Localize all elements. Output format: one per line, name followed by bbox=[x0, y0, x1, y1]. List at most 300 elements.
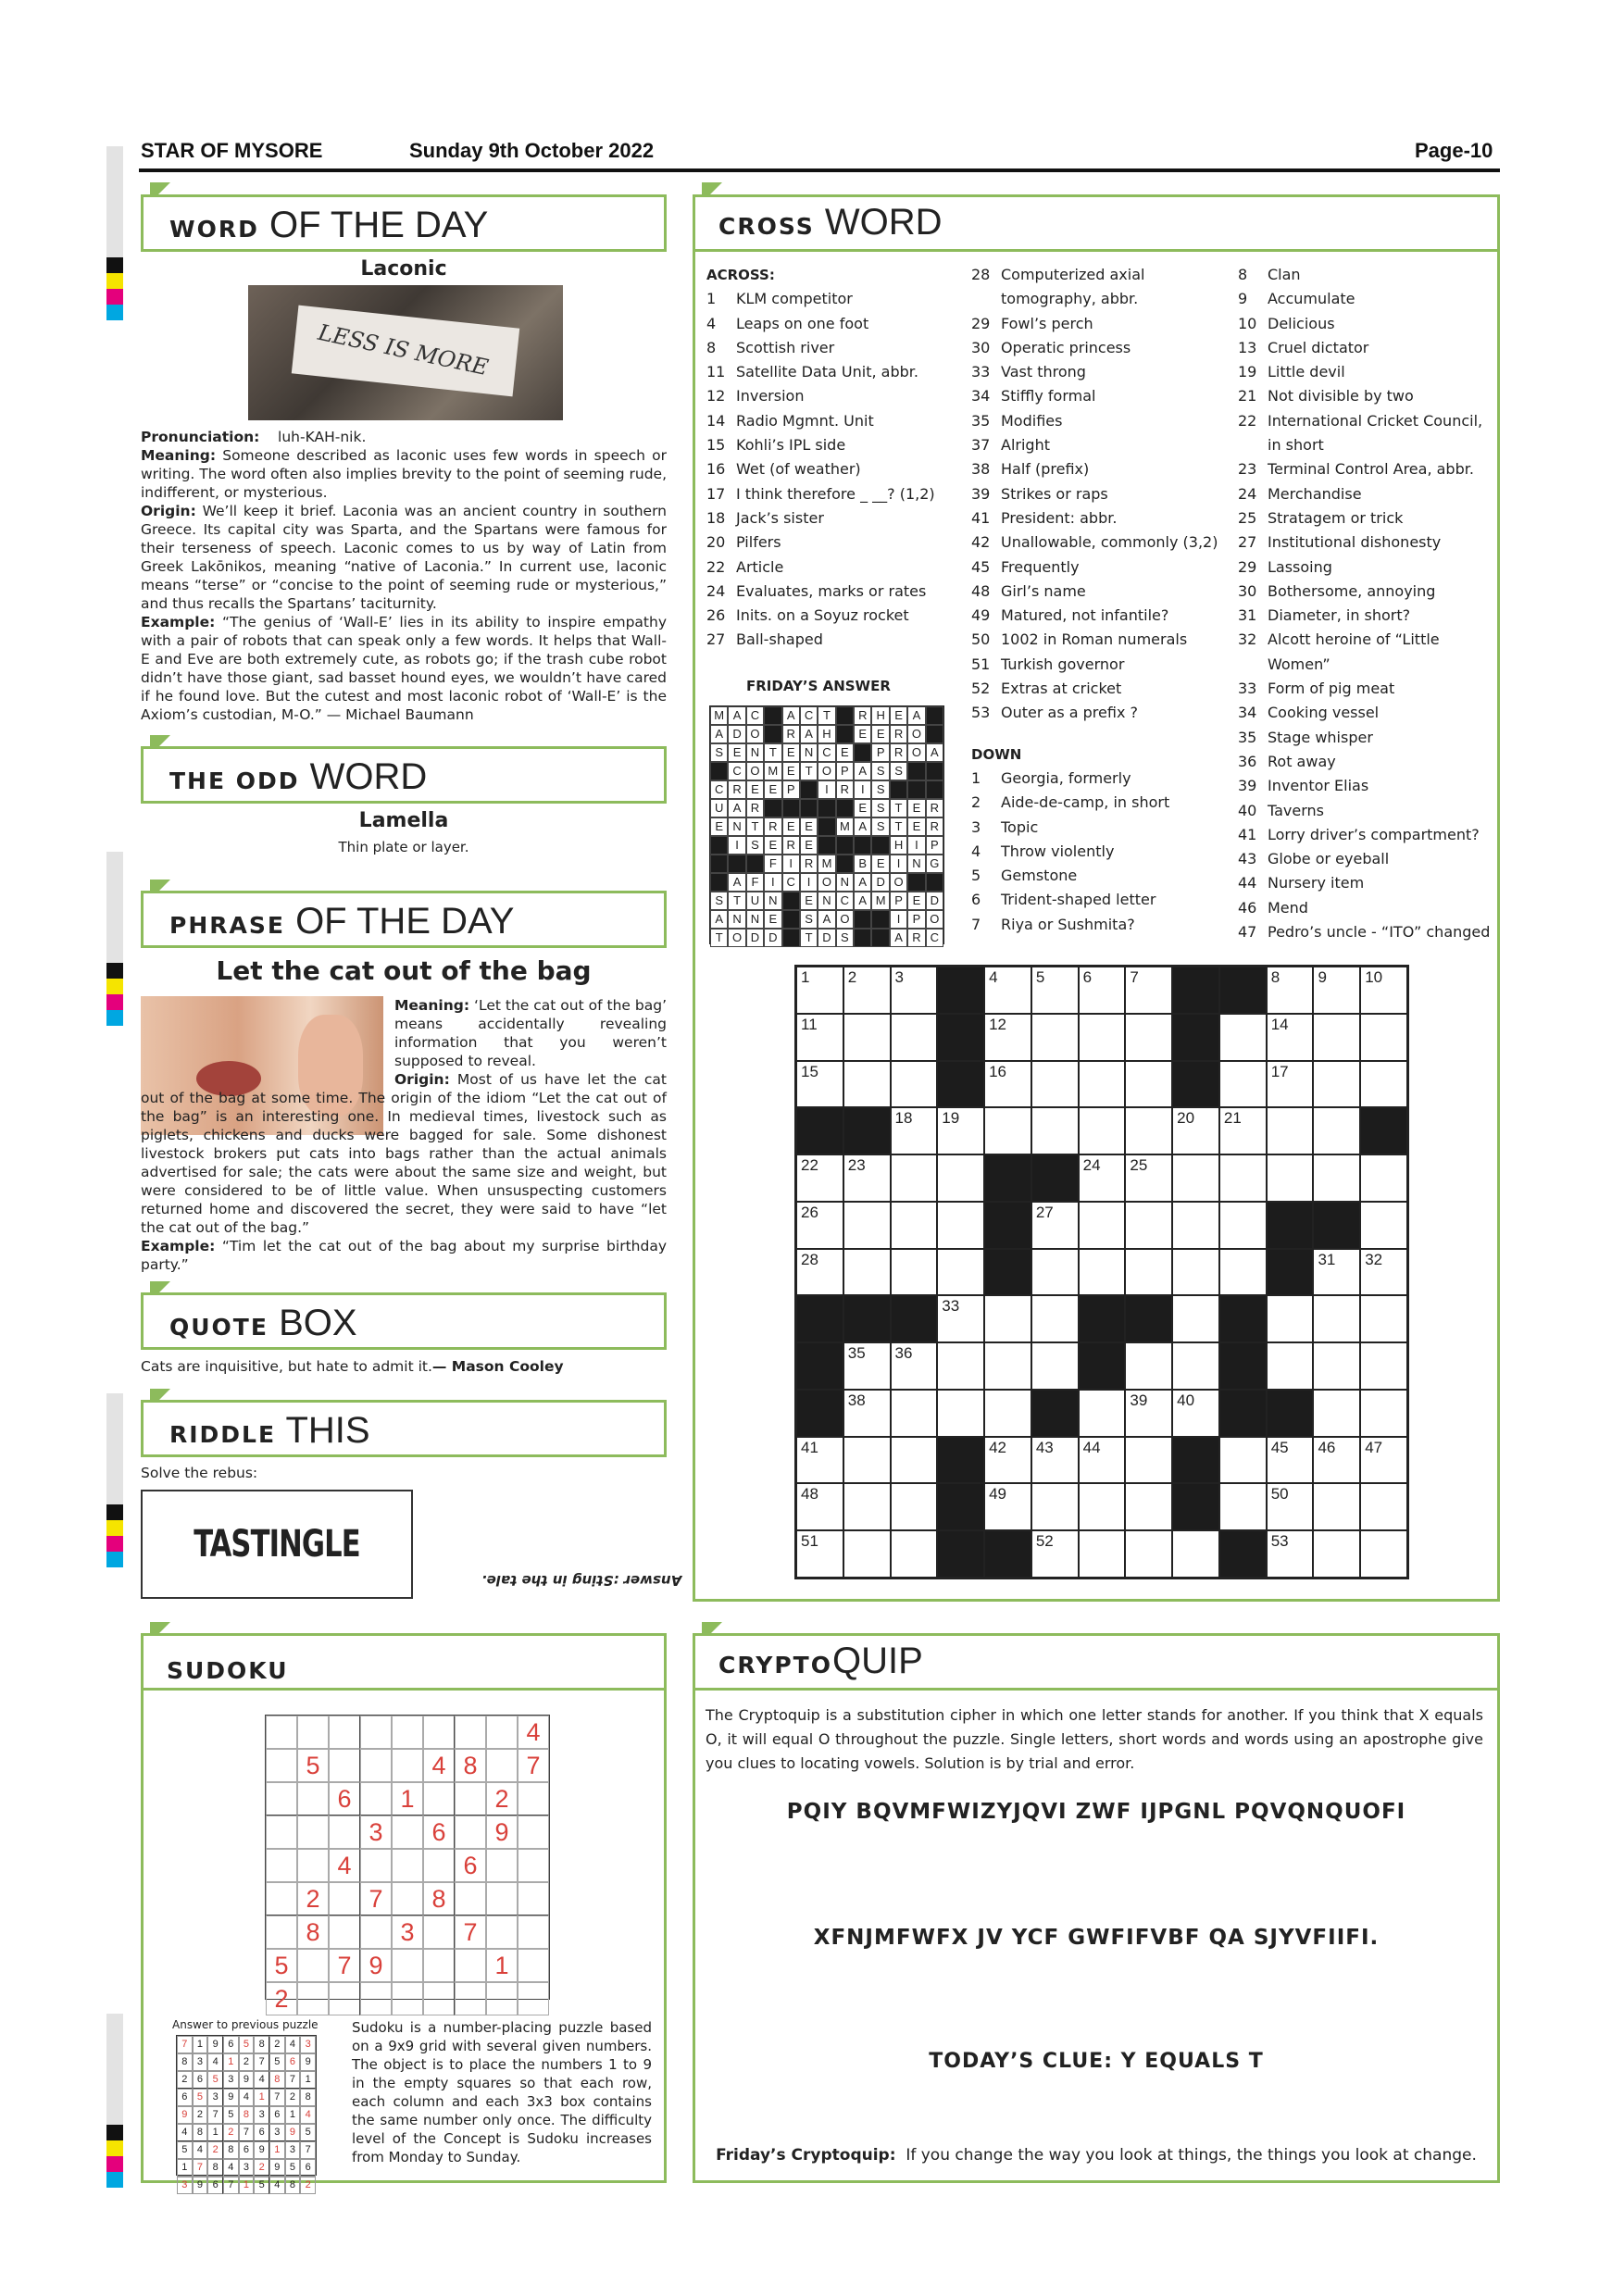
title-small: QUOTE bbox=[169, 1314, 269, 1341]
crossword-cell[interactable] bbox=[984, 1014, 1031, 1061]
sudoku-cell[interactable] bbox=[518, 1849, 549, 1882]
prev-sudoku-cell: 6 bbox=[269, 2106, 285, 2124]
answer-cell: A bbox=[890, 929, 907, 947]
answer-cell: N bbox=[764, 892, 781, 910]
cipher-line-2: XFNJMFWFX JV YCF GWFIFVBF QA SJYVFIIFI. bbox=[813, 1926, 1380, 1950]
sudoku-cell[interactable]: 5 bbox=[297, 1749, 329, 1782]
crossword-cell[interactable] bbox=[1267, 1342, 1314, 1390]
crossword-cell[interactable] bbox=[937, 1390, 984, 1437]
sudoku-cell[interactable]: 9 bbox=[486, 1816, 518, 1849]
black-square bbox=[891, 1295, 938, 1342]
sudoku-description: Sudoku is a number-placing puzzle based on a 9x9 grid with several given numbers. The object is to place the numbers 1 to 9 in the empty squares so that each row, each column and each 3x3 box contains the same number only once. The difficulty level of the Concept is Sudoku increases from Monday to Sunday. bbox=[352, 2019, 652, 2165]
sudoku-cell[interactable] bbox=[360, 1749, 392, 1782]
crossword-cell[interactable] bbox=[843, 1342, 891, 1390]
crossword-cell[interactable] bbox=[1079, 1390, 1126, 1437]
crossword-cell[interactable] bbox=[891, 1483, 938, 1530]
answer-cell: T bbox=[728, 892, 745, 910]
sudoku-cell[interactable] bbox=[266, 1816, 297, 1849]
prev-sudoku-cell: 3 bbox=[300, 2036, 316, 2053]
crossword-cell[interactable] bbox=[1125, 1061, 1172, 1108]
sudoku-cell[interactable] bbox=[266, 1849, 297, 1882]
sudoku-cell[interactable] bbox=[360, 1782, 392, 1816]
crossword-cell[interactable] bbox=[1360, 1014, 1407, 1061]
crossword-cell[interactable] bbox=[796, 967, 843, 1014]
prev-sudoku-cell: 3 bbox=[269, 2124, 285, 2141]
sudoku-cell[interactable] bbox=[392, 1982, 423, 2015]
sudoku-cell[interactable] bbox=[392, 1882, 423, 1915]
prev-sudoku-cell: 8 bbox=[223, 2141, 239, 2159]
answer-cell: H bbox=[871, 706, 889, 725]
margin-bar bbox=[106, 1393, 123, 1504]
crossword-cell[interactable] bbox=[1079, 1061, 1126, 1108]
clue-text: Nursery item bbox=[1268, 874, 1365, 892]
cell-number: 11 bbox=[801, 1015, 818, 1033]
clue-text: Article bbox=[736, 557, 784, 576]
answer-cell: A bbox=[907, 706, 925, 725]
sudoku-cell[interactable] bbox=[297, 1782, 329, 1816]
crossword-cell[interactable] bbox=[984, 1107, 1031, 1154]
clue-text: Globe or eyeball bbox=[1268, 850, 1390, 868]
sudoku-cell[interactable] bbox=[486, 1982, 518, 2015]
sudoku-cell[interactable]: 1 bbox=[486, 1949, 518, 1982]
crossword-cell[interactable] bbox=[891, 1061, 938, 1108]
crossword-cell[interactable] bbox=[1079, 1107, 1126, 1154]
crossword-cell[interactable] bbox=[1267, 1154, 1314, 1202]
sudoku-cell[interactable] bbox=[266, 1716, 297, 1749]
clue-number: 3 bbox=[971, 817, 981, 836]
crossword-cell[interactable] bbox=[1125, 1249, 1172, 1296]
crossword-cell[interactable] bbox=[1172, 1107, 1219, 1154]
answer-cell: A bbox=[854, 817, 871, 836]
cell-number: 39 bbox=[1130, 1391, 1148, 1409]
sudoku-cell[interactable] bbox=[297, 1849, 329, 1882]
sudoku-cell[interactable]: 4 bbox=[423, 1749, 455, 1782]
sudoku-cell[interactable] bbox=[486, 1749, 518, 1782]
crossword-cell[interactable] bbox=[1031, 1061, 1079, 1108]
crossword-cell[interactable] bbox=[1360, 1483, 1407, 1530]
crossword-cell[interactable] bbox=[1360, 1437, 1407, 1484]
crossword-cell[interactable] bbox=[891, 1107, 938, 1154]
clue-number: 10 bbox=[1238, 314, 1257, 332]
crossword-cell[interactable] bbox=[891, 1202, 938, 1249]
sudoku-cell[interactable] bbox=[297, 1716, 329, 1749]
cell-number: 17 bbox=[1270, 1062, 1289, 1080]
crossword-cell[interactable] bbox=[984, 1342, 1031, 1390]
sudoku-cell[interactable]: 5 bbox=[266, 1949, 297, 1982]
answer-cell: O bbox=[818, 762, 835, 780]
crossword-cell[interactable] bbox=[1031, 1530, 1079, 1578]
crossword-cell[interactable] bbox=[796, 1249, 843, 1296]
crossword-cell[interactable] bbox=[1360, 1061, 1407, 1108]
sudoku-cell[interactable] bbox=[455, 1949, 486, 1982]
sudoku-cell[interactable] bbox=[455, 1982, 486, 2015]
crossword-cell[interactable] bbox=[843, 1530, 891, 1578]
crossword-cell[interactable] bbox=[1313, 1530, 1360, 1578]
sudoku-cell[interactable] bbox=[266, 1882, 297, 1915]
answer-cell: R bbox=[764, 817, 781, 836]
crossword-cell[interactable] bbox=[1031, 1202, 1079, 1249]
crossword-cell[interactable] bbox=[891, 1154, 938, 1202]
sudoku-cell[interactable] bbox=[392, 1716, 423, 1749]
crossword-cell[interactable] bbox=[891, 1014, 938, 1061]
sudoku-cell[interactable]: 3 bbox=[360, 1816, 392, 1849]
crossword-cell[interactable] bbox=[843, 967, 891, 1014]
crossword-cell[interactable] bbox=[1172, 1295, 1219, 1342]
crossword-cell[interactable] bbox=[891, 1342, 938, 1390]
prev-sudoku-cell: 7 bbox=[193, 2159, 208, 2177]
crossword-cell[interactable] bbox=[1267, 1061, 1314, 1108]
sudoku-cell[interactable] bbox=[486, 1915, 518, 1949]
sudoku-cell[interactable] bbox=[423, 1782, 455, 1816]
prev-sudoku-cell: 9 bbox=[193, 2177, 208, 2194]
answer-cell: M bbox=[764, 762, 781, 780]
answer-cell: A bbox=[782, 706, 800, 725]
crossword-cell[interactable] bbox=[1313, 1014, 1360, 1061]
answer-cell: D bbox=[728, 725, 745, 743]
sudoku-cell[interactable] bbox=[518, 1949, 549, 1982]
crossword-cell[interactable] bbox=[1219, 1107, 1267, 1154]
sudoku-cell[interactable] bbox=[423, 1716, 455, 1749]
crossword-cell[interactable] bbox=[1267, 1014, 1314, 1061]
crossword-cell[interactable] bbox=[1360, 1342, 1407, 1390]
crossword-cell[interactable] bbox=[1125, 1107, 1172, 1154]
crossword-cell[interactable] bbox=[891, 1249, 938, 1296]
crossword-cell[interactable] bbox=[984, 1437, 1031, 1484]
crossword-cell[interactable] bbox=[937, 1154, 984, 1202]
answer-cell: T bbox=[710, 929, 728, 947]
cryptoquip-title-bar bbox=[693, 1633, 1500, 1691]
black-square bbox=[1172, 1061, 1219, 1108]
crossword-cell[interactable] bbox=[1219, 1061, 1267, 1108]
crossword-cell[interactable] bbox=[1079, 1530, 1126, 1578]
crossword-cell[interactable] bbox=[1313, 1342, 1360, 1390]
prev-sudoku-cell: 1 bbox=[254, 2089, 269, 2106]
crossword-cell[interactable] bbox=[796, 1061, 843, 1108]
answer-cell bbox=[818, 817, 835, 836]
crossword-cell[interactable] bbox=[796, 1014, 843, 1061]
crossword-cell[interactable] bbox=[843, 1061, 891, 1108]
sudoku-cell[interactable]: 3 bbox=[392, 1915, 423, 1949]
answer-cell: B bbox=[854, 855, 871, 873]
crossword-cell[interactable] bbox=[1125, 1342, 1172, 1390]
answer-cell bbox=[907, 780, 925, 799]
clue-item bbox=[971, 791, 1240, 815]
crossword-cell[interactable] bbox=[843, 1014, 891, 1061]
crossword-cell[interactable] bbox=[1360, 1295, 1407, 1342]
crossword-cell[interactable] bbox=[937, 1249, 984, 1296]
crossword-cell[interactable] bbox=[1313, 967, 1360, 1014]
crossword-cell[interactable] bbox=[1313, 1154, 1360, 1202]
crossword-cell[interactable] bbox=[984, 1295, 1031, 1342]
clue-number: 18 bbox=[706, 508, 726, 527]
answer-cell bbox=[710, 836, 728, 855]
crossword-cell[interactable] bbox=[1313, 1390, 1360, 1437]
crossword-cell[interactable] bbox=[891, 1390, 938, 1437]
crossword-cell[interactable] bbox=[1031, 967, 1079, 1014]
crossword-cell[interactable] bbox=[891, 1530, 938, 1578]
prev-sudoku-cell: 3 bbox=[254, 2106, 269, 2124]
riddle-answer: Answer :Sting in the tale. bbox=[481, 1572, 682, 1589]
sudoku-cell[interactable]: 4 bbox=[329, 1849, 360, 1882]
sudoku-cell[interactable]: 2 bbox=[297, 1882, 329, 1915]
clue-number: 33 bbox=[971, 363, 991, 381]
clue-text: Gemstone bbox=[1001, 867, 1078, 885]
sudoku-cell[interactable]: 1 bbox=[392, 1782, 423, 1816]
crossword-cell[interactable] bbox=[984, 967, 1031, 1014]
sudoku-cell[interactable] bbox=[329, 1816, 360, 1849]
clue-number: 28 bbox=[971, 266, 991, 283]
crossword-cell[interactable] bbox=[843, 1390, 891, 1437]
sudoku-cell[interactable] bbox=[518, 1816, 549, 1849]
sudoku-cell[interactable]: 6 bbox=[423, 1816, 455, 1849]
crossword-cell[interactable] bbox=[1031, 1107, 1079, 1154]
sudoku-cell[interactable] bbox=[423, 1849, 455, 1882]
sudoku-cell[interactable] bbox=[423, 1915, 455, 1949]
sudoku-cell[interactable] bbox=[297, 1982, 329, 2015]
crossword-cell[interactable] bbox=[1079, 967, 1126, 1014]
clue-item bbox=[1238, 823, 1499, 847]
crossword-cell[interactable] bbox=[1172, 1530, 1219, 1578]
crossword-cell[interactable] bbox=[1267, 967, 1314, 1014]
clue-item bbox=[971, 604, 1240, 628]
crossword-cell[interactable] bbox=[1172, 1154, 1219, 1202]
crossword-cell[interactable] bbox=[1172, 1342, 1219, 1390]
crossword-cell[interactable] bbox=[1125, 1483, 1172, 1530]
sudoku-cell[interactable] bbox=[455, 1716, 486, 1749]
crossword-cell[interactable] bbox=[1313, 1107, 1360, 1154]
cell-number: 9 bbox=[1318, 968, 1327, 986]
margin-bar bbox=[106, 146, 123, 257]
crossword-cell[interactable] bbox=[796, 1530, 843, 1578]
prev-sudoku-cell: 4 bbox=[193, 2141, 208, 2159]
crossword-cell[interactable] bbox=[1267, 1483, 1314, 1530]
sudoku-cell[interactable] bbox=[392, 1849, 423, 1882]
crossword-cell[interactable] bbox=[1031, 1437, 1079, 1484]
crossword-cell[interactable] bbox=[1172, 1202, 1219, 1249]
word-image bbox=[248, 285, 563, 420]
crossword-cell[interactable] bbox=[1079, 1154, 1126, 1202]
crossword-cell[interactable] bbox=[1125, 1530, 1172, 1578]
sudoku-cell[interactable] bbox=[329, 1915, 360, 1949]
sudoku-cell[interactable]: 8 bbox=[455, 1749, 486, 1782]
sudoku-cell[interactable] bbox=[423, 1949, 455, 1982]
crossword-cell[interactable] bbox=[1267, 1530, 1314, 1578]
sudoku-cell[interactable] bbox=[297, 1816, 329, 1849]
crossword-cell[interactable] bbox=[1360, 1390, 1407, 1437]
crossword-cell[interactable] bbox=[984, 1483, 1031, 1530]
prev-sudoku-cell: 7 bbox=[300, 2141, 316, 2159]
sudoku-cell[interactable] bbox=[518, 1915, 549, 1949]
sudoku-cell[interactable]: 8 bbox=[423, 1882, 455, 1915]
sudoku-cell[interactable] bbox=[392, 1816, 423, 1849]
cell-number: 19 bbox=[942, 1109, 960, 1128]
crossword-cell[interactable] bbox=[1360, 967, 1407, 1014]
sudoku-cell[interactable]: 9 bbox=[360, 1949, 392, 1982]
cmyk-mark bbox=[106, 1504, 123, 1567]
crossword-cell[interactable] bbox=[796, 1483, 843, 1530]
sudoku-cell[interactable] bbox=[360, 1716, 392, 1749]
crossword-cell[interactable] bbox=[1313, 1483, 1360, 1530]
crossword-cell[interactable] bbox=[937, 1295, 984, 1342]
sudoku-cell[interactable] bbox=[266, 1749, 297, 1782]
cell-number: 22 bbox=[801, 1156, 818, 1175]
sudoku-cell[interactable] bbox=[423, 1982, 455, 2015]
crossword-cell[interactable] bbox=[1219, 1014, 1267, 1061]
crossword-cell[interactable] bbox=[1031, 1342, 1079, 1390]
answer-cell: U bbox=[746, 892, 764, 910]
clue-number: 32 bbox=[1238, 630, 1257, 649]
crossword-cell[interactable] bbox=[1125, 967, 1172, 1014]
clue-text: I think therefore _ __? (1,2) bbox=[736, 484, 935, 503]
crossword-title-bar bbox=[693, 194, 1500, 252]
clue-number bbox=[1238, 653, 1268, 677]
crossword-cell[interactable] bbox=[796, 1437, 843, 1484]
crossword-cell[interactable] bbox=[843, 1202, 891, 1249]
sudoku-cell[interactable] bbox=[518, 1882, 549, 1915]
answer-cell: M bbox=[710, 706, 728, 725]
sudoku-cell[interactable] bbox=[360, 1915, 392, 1949]
crossword-cell[interactable] bbox=[984, 1061, 1031, 1108]
answer-cell: E bbox=[854, 799, 871, 817]
sudoku-cell[interactable] bbox=[486, 1882, 518, 1915]
black-square bbox=[937, 967, 984, 1014]
crossword-cell[interactable] bbox=[1079, 1014, 1126, 1061]
crossword-cell[interactable] bbox=[1360, 1202, 1407, 1249]
crossword-cell[interactable] bbox=[796, 1154, 843, 1202]
sudoku-cell[interactable] bbox=[266, 1915, 297, 1949]
crossword-cell[interactable] bbox=[984, 1390, 1031, 1437]
crossword-cell[interactable] bbox=[1219, 1202, 1267, 1249]
crossword-cell[interactable] bbox=[937, 1202, 984, 1249]
prev-sudoku-cell: 1 bbox=[300, 2071, 316, 2089]
crossword-cell[interactable] bbox=[1125, 1437, 1172, 1484]
sudoku-cell[interactable] bbox=[329, 1716, 360, 1749]
crossword-cell[interactable] bbox=[1313, 1249, 1360, 1296]
crossword-cell[interactable] bbox=[1219, 1483, 1267, 1530]
prev-sudoku-cell: 2 bbox=[207, 2141, 223, 2159]
crossword-cell[interactable] bbox=[1313, 1295, 1360, 1342]
sudoku-cell[interactable]: 8 bbox=[297, 1915, 329, 1949]
crossword-cell[interactable] bbox=[843, 1249, 891, 1296]
crossword-cell[interactable] bbox=[1031, 1014, 1079, 1061]
crossword-cell[interactable] bbox=[1079, 1437, 1126, 1484]
prev-sudoku-cell: 7 bbox=[254, 2053, 269, 2071]
sudoku-cell[interactable] bbox=[518, 1982, 549, 2015]
sudoku-cell[interactable] bbox=[266, 1782, 297, 1816]
sudoku-cell[interactable]: 2 bbox=[486, 1782, 518, 1816]
sudoku-cell[interactable]: 2 bbox=[266, 1982, 297, 2015]
cell-number: 1 bbox=[801, 968, 810, 986]
cryptoquip-intro: The Cryptoquip is a substitution cipher in which one letter stands for another. If you think that X equals O, it will equal O throughout the puzzle. Single letters, short words and words using an apostrophe give you clues to locating vowels. Solution is by trial and error. bbox=[706, 1706, 1483, 1772]
crossword-cell[interactable] bbox=[937, 1107, 984, 1154]
clue-item bbox=[706, 530, 956, 555]
clue-text: Little devil bbox=[1268, 363, 1345, 381]
crossword-cell[interactable] bbox=[1031, 1483, 1079, 1530]
crossword-cell[interactable] bbox=[1360, 1249, 1407, 1296]
sudoku-cell[interactable] bbox=[518, 1782, 549, 1816]
sudoku-cell[interactable] bbox=[392, 1749, 423, 1782]
crossword-cell[interactable] bbox=[843, 1483, 891, 1530]
answer-cell: R bbox=[854, 706, 871, 725]
title-small: WORD bbox=[169, 216, 259, 243]
sudoku-cell[interactable] bbox=[360, 1982, 392, 2015]
crossword-cell[interactable] bbox=[843, 1437, 891, 1484]
prev-sudoku-cell: 4 bbox=[254, 2071, 269, 2089]
crossword-cell[interactable] bbox=[1031, 1249, 1079, 1296]
sudoku-cell[interactable]: 6 bbox=[455, 1849, 486, 1882]
crossword-cell[interactable] bbox=[1125, 1154, 1172, 1202]
sudoku-cell[interactable] bbox=[455, 1816, 486, 1849]
sudoku-cell[interactable] bbox=[486, 1716, 518, 1749]
crossword-cell[interactable] bbox=[1313, 1061, 1360, 1108]
answer-cell bbox=[710, 762, 728, 780]
crossword-cell[interactable] bbox=[891, 1437, 938, 1484]
sudoku-cell[interactable] bbox=[297, 1949, 329, 1982]
sudoku-cell[interactable] bbox=[329, 1882, 360, 1915]
crossword-cell[interactable] bbox=[1267, 1295, 1314, 1342]
answer-cell bbox=[818, 836, 835, 855]
sudoku-cell[interactable]: 7 bbox=[455, 1915, 486, 1949]
sudoku-cell[interactable] bbox=[455, 1782, 486, 1816]
crossword-cell[interactable] bbox=[1219, 1154, 1267, 1202]
crossword-cell[interactable] bbox=[1219, 1249, 1267, 1296]
answer-cell: U bbox=[710, 799, 728, 817]
sudoku-cell[interactable]: 7 bbox=[329, 1949, 360, 1982]
crossword-cell[interactable] bbox=[1031, 1295, 1079, 1342]
crossword-cell[interactable] bbox=[1125, 1202, 1172, 1249]
prev-sudoku-cell: 5 bbox=[269, 2053, 285, 2071]
crossword-cell[interactable] bbox=[1079, 1202, 1126, 1249]
sudoku-cell[interactable] bbox=[455, 1882, 486, 1915]
sudoku-cell[interactable]: 4 bbox=[518, 1716, 549, 1749]
crossword-cell[interactable] bbox=[937, 1342, 984, 1390]
crossword-cell[interactable] bbox=[1219, 1437, 1267, 1484]
paper-name: STAR OF MYSORE bbox=[141, 139, 323, 162]
sudoku-cell[interactable] bbox=[329, 1982, 360, 2015]
answer-cell: R bbox=[890, 725, 907, 743]
crossword-cell[interactable] bbox=[1172, 1390, 1219, 1437]
sudoku-cell[interactable] bbox=[360, 1849, 392, 1882]
sudoku-cell[interactable] bbox=[392, 1949, 423, 1982]
sudoku-cell[interactable]: 7 bbox=[518, 1749, 549, 1782]
crossword-cell[interactable] bbox=[1313, 1437, 1360, 1484]
crossword-cell[interactable] bbox=[1079, 1483, 1126, 1530]
crossword-cell[interactable] bbox=[1172, 1249, 1219, 1296]
answer-cell: O bbox=[818, 873, 835, 892]
answer-cell: C bbox=[836, 892, 854, 910]
crossword-cell[interactable] bbox=[843, 1154, 891, 1202]
crossword-cell[interactable] bbox=[1360, 1530, 1407, 1578]
clue-text: Delicious bbox=[1268, 314, 1335, 332]
crossword-cell[interactable] bbox=[891, 967, 938, 1014]
todays-clue: TODAY’S CLUE: Y EQUALS T bbox=[929, 2050, 1264, 2073]
sudoku-cell[interactable]: 7 bbox=[360, 1882, 392, 1915]
cipher-line-1: PQIY BQVMFWIZYJQVI ZWF IJPGNL PQVQNQUOFI bbox=[786, 1800, 1406, 1824]
crossword-cell[interactable] bbox=[1125, 1390, 1172, 1437]
sudoku-cell[interactable]: 6 bbox=[329, 1782, 360, 1816]
crossword-cell[interactable] bbox=[1125, 1014, 1172, 1061]
crossword-cell[interactable] bbox=[1079, 1249, 1126, 1296]
crossword-cell[interactable] bbox=[1267, 1437, 1314, 1484]
black-square bbox=[1267, 1249, 1314, 1296]
crossword-cell[interactable] bbox=[796, 1202, 843, 1249]
sudoku-cell[interactable] bbox=[486, 1849, 518, 1882]
crossword-cell[interactable] bbox=[1360, 1154, 1407, 1202]
crossword-cell[interactable] bbox=[1267, 1107, 1314, 1154]
sudoku-cell[interactable] bbox=[329, 1749, 360, 1782]
clue-number: 27 bbox=[706, 630, 726, 649]
clue-text: 1002 in Roman numerals bbox=[1001, 630, 1188, 649]
